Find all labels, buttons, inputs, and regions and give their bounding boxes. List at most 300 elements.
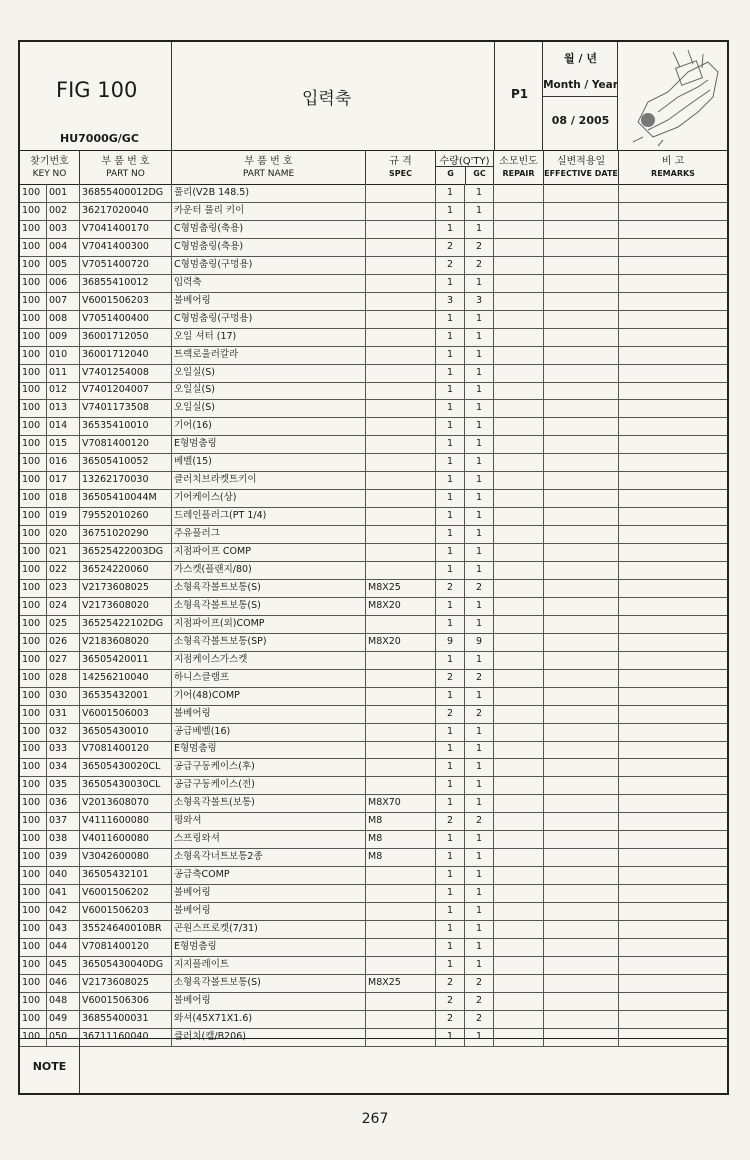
effective-date-cell xyxy=(544,184,619,202)
repair-cell xyxy=(494,830,544,848)
part-name-cell: 공급구동케이스(전) xyxy=(172,776,366,794)
effective-date-cell xyxy=(544,256,619,274)
repair-cell xyxy=(494,992,544,1010)
col-spec-ko: 규 격 xyxy=(389,156,412,167)
col-remarks-en: REMARKS xyxy=(651,169,695,178)
fig-cell: 100 xyxy=(20,399,47,417)
col-spec xyxy=(366,150,436,184)
fig-cell: 100 xyxy=(20,902,47,920)
repair-cell xyxy=(494,848,544,866)
qty-g-cell: 2 xyxy=(436,974,465,992)
qty-g-cell: 1 xyxy=(436,866,465,884)
col-key-no xyxy=(20,150,80,184)
qty-gc-cell: 1 xyxy=(465,956,494,974)
col-part-no-ko: 부 품 번 호 xyxy=(101,156,150,167)
key-no-cell: 041 xyxy=(47,884,80,902)
key-no-cell: 030 xyxy=(47,687,80,705)
remarks-cell xyxy=(619,705,727,723)
effective-date-cell xyxy=(544,274,619,292)
table-row xyxy=(20,812,727,831)
remarks-cell xyxy=(619,435,727,453)
table-row xyxy=(20,256,727,275)
part-no-cell: 36217020040 xyxy=(80,202,172,220)
repair-cell xyxy=(494,328,544,346)
qty-gc-cell: 1 xyxy=(465,202,494,220)
repair-cell xyxy=(494,543,544,561)
part-name-cell: 기어(16) xyxy=(172,417,366,435)
qty-gc-cell: 1 xyxy=(465,310,494,328)
effective-date-cell xyxy=(544,561,619,579)
part-name-cell: 기어(48)COMP xyxy=(172,687,366,705)
qty-gc-cell: 1 xyxy=(465,615,494,633)
qty-gc-cell: 1 xyxy=(465,184,494,202)
table-row xyxy=(20,381,727,400)
key-no-cell: 017 xyxy=(47,471,80,489)
part-name-cell: 소형육각볼트보통(S) xyxy=(172,974,366,992)
key-no-cell: 049 xyxy=(47,1010,80,1028)
date-label-en: Month / Year xyxy=(543,79,618,91)
col-part-no xyxy=(80,150,172,184)
table-row xyxy=(20,1010,727,1029)
key-no-cell: 028 xyxy=(47,669,80,687)
qty-g-cell: 1 xyxy=(436,758,465,776)
spec-cell xyxy=(366,615,436,633)
part-name-cell: 볼베어링 xyxy=(172,292,366,310)
remarks-cell xyxy=(619,471,727,489)
qty-gc-cell: 1 xyxy=(465,489,494,507)
part-name-cell: 소형육각너트보통2종 xyxy=(172,848,366,866)
part-no-cell: V6001506003 xyxy=(80,705,172,723)
qty-gc-cell: 1 xyxy=(465,866,494,884)
fig-cell: 100 xyxy=(20,202,47,220)
col-qty-ko: 수량(Q'TY) xyxy=(439,156,490,167)
spec-cell xyxy=(366,346,436,364)
page-cell xyxy=(495,42,543,150)
key-no-cell: 016 xyxy=(47,453,80,471)
spec-cell xyxy=(366,292,436,310)
effective-date-cell xyxy=(544,328,619,346)
table-row xyxy=(20,507,727,526)
repair-cell xyxy=(494,705,544,723)
page-title: 입력축 xyxy=(302,89,352,109)
qty-g-cell: 1 xyxy=(436,794,465,812)
fig-cell: 100 xyxy=(20,1028,47,1046)
table-row xyxy=(20,669,727,688)
part-name-cell: 볼베어링 xyxy=(172,902,366,920)
effective-date-cell xyxy=(544,399,619,417)
table-row xyxy=(20,758,727,777)
spec-cell xyxy=(366,758,436,776)
table-row xyxy=(20,597,727,616)
effective-date-cell xyxy=(544,417,619,435)
remarks-cell xyxy=(619,399,727,417)
spec-cell xyxy=(366,507,436,525)
title-cell xyxy=(172,42,495,150)
fig-cell: 100 xyxy=(20,292,47,310)
col-qty-g: G xyxy=(447,169,454,178)
part-name-cell: 소형육각볼트보통(SP) xyxy=(172,633,366,651)
part-name-cell: 오일 셔터 (17) xyxy=(172,328,366,346)
qty-g-cell: 9 xyxy=(436,633,465,651)
spec-cell xyxy=(366,992,436,1010)
qty-gc-cell: 1 xyxy=(465,417,494,435)
fig-cell: 100 xyxy=(20,866,47,884)
part-no-cell: 36751020290 xyxy=(80,525,172,543)
key-no-cell: 002 xyxy=(47,202,80,220)
page-code: P1 xyxy=(511,87,529,101)
part-no-cell: V2173608025 xyxy=(80,974,172,992)
remarks-cell xyxy=(619,633,727,651)
part-name-cell: C형멈춤링(구멍용) xyxy=(172,310,366,328)
repair-cell xyxy=(494,507,544,525)
remarks-cell xyxy=(619,292,727,310)
key-no-cell: 040 xyxy=(47,866,80,884)
effective-date-cell xyxy=(544,597,619,615)
table-row xyxy=(20,687,727,706)
qty-gc-cell: 1 xyxy=(465,364,494,382)
part-name-cell: 소형육각볼트(보통) xyxy=(172,794,366,812)
key-no-cell: 034 xyxy=(47,758,80,776)
spec-cell xyxy=(366,687,436,705)
fig-cell xyxy=(20,42,172,150)
effective-date-cell xyxy=(544,758,619,776)
effective-date-cell xyxy=(544,669,619,687)
fig-cell: 100 xyxy=(20,758,47,776)
remarks-cell xyxy=(619,669,727,687)
part-no-cell: V7401204007 xyxy=(80,381,172,399)
effective-date-cell xyxy=(544,902,619,920)
remarks-cell xyxy=(619,220,727,238)
key-no-cell: 039 xyxy=(47,848,80,866)
remarks-cell xyxy=(619,938,727,956)
table-row xyxy=(20,364,727,383)
fig-cell: 100 xyxy=(20,830,47,848)
spec-cell xyxy=(366,417,436,435)
part-name-cell: 드레인플러그(PT 1/4) xyxy=(172,507,366,525)
remarks-cell xyxy=(619,579,727,597)
repair-cell xyxy=(494,292,544,310)
remarks-cell xyxy=(619,956,727,974)
part-name-cell: E형멈춤링 xyxy=(172,435,366,453)
part-no-cell: V2013608070 xyxy=(80,794,172,812)
spec-cell xyxy=(366,740,436,758)
part-no-cell: 13262170030 xyxy=(80,471,172,489)
part-no-cell: 36524220060 xyxy=(80,561,172,579)
effective-date-cell xyxy=(544,866,619,884)
table-row xyxy=(20,974,727,993)
part-no-cell: 36505410052 xyxy=(80,453,172,471)
qty-gc-cell: 2 xyxy=(465,974,494,992)
remarks-cell xyxy=(619,202,727,220)
model-name: HU7000G/GC xyxy=(60,132,139,145)
table-row xyxy=(20,848,727,867)
qty-gc-cell: 2 xyxy=(465,992,494,1010)
qty-g-cell: 2 xyxy=(436,256,465,274)
remarks-cell xyxy=(619,364,727,382)
key-no-cell: 008 xyxy=(47,310,80,328)
remarks-cell xyxy=(619,543,727,561)
table-row xyxy=(20,615,727,634)
part-no-cell: V7401173508 xyxy=(80,399,172,417)
qty-g-cell: 1 xyxy=(436,597,465,615)
part-no-cell: 79552010260 xyxy=(80,507,172,525)
repair-cell xyxy=(494,615,544,633)
key-no-cell: 045 xyxy=(47,956,80,974)
table-row xyxy=(20,274,727,293)
repair-cell xyxy=(494,597,544,615)
qty-gc-cell: 1 xyxy=(465,651,494,669)
spec-cell xyxy=(366,435,436,453)
table-row xyxy=(20,920,727,939)
repair-cell xyxy=(494,938,544,956)
key-no-cell: 022 xyxy=(47,561,80,579)
repair-cell xyxy=(494,525,544,543)
part-no-cell: 36505430010 xyxy=(80,723,172,741)
spec-cell xyxy=(366,920,436,938)
part-name-cell: 지점케이스가스켓 xyxy=(172,651,366,669)
qty-g-cell: 1 xyxy=(436,346,465,364)
qty-gc-cell: 1 xyxy=(465,723,494,741)
part-name-cell: 기어케이스(상) xyxy=(172,489,366,507)
repair-cell xyxy=(494,435,544,453)
date-label-ko: 월 / 년 xyxy=(564,52,597,65)
table-row xyxy=(20,489,727,508)
qty-g-cell: 1 xyxy=(436,543,465,561)
qty-g-cell: 1 xyxy=(436,489,465,507)
key-no-cell: 036 xyxy=(47,794,80,812)
effective-date-cell xyxy=(544,776,619,794)
repair-cell xyxy=(494,561,544,579)
qty-gc-cell: 1 xyxy=(465,848,494,866)
spec-cell xyxy=(366,705,436,723)
col-part-name-en: PART NAME xyxy=(242,169,295,179)
part-name-cell: 곤원스프로켓(7/31) xyxy=(172,920,366,938)
part-name-cell: 하니스클램프 xyxy=(172,669,366,687)
fig-cell: 100 xyxy=(20,812,47,830)
fig-cell: 100 xyxy=(20,848,47,866)
part-name-cell: C형멈춤링(축용) xyxy=(172,238,366,256)
date-value: 08 / 2005 xyxy=(551,114,610,127)
key-no-cell: 009 xyxy=(47,328,80,346)
effective-date-cell xyxy=(544,848,619,866)
fig-cell: 100 xyxy=(20,920,47,938)
table-row xyxy=(20,723,727,742)
repair-cell xyxy=(494,669,544,687)
col-qty xyxy=(436,150,494,184)
remarks-cell xyxy=(619,597,727,615)
part-no-cell: V3042600080 xyxy=(80,848,172,866)
fig-cell: 100 xyxy=(20,669,47,687)
spec-cell: M8X70 xyxy=(366,794,436,812)
spec-cell: M8X20 xyxy=(366,633,436,651)
repair-cell xyxy=(494,274,544,292)
key-no-cell: 003 xyxy=(47,220,80,238)
repair-cell xyxy=(494,651,544,669)
spec-cell xyxy=(366,866,436,884)
repair-cell xyxy=(494,238,544,256)
fig-cell: 100 xyxy=(20,346,47,364)
effective-date-cell xyxy=(544,812,619,830)
effective-date-cell xyxy=(544,633,619,651)
spec-cell xyxy=(366,471,436,489)
spec-cell xyxy=(366,1010,436,1028)
qty-gc-cell: 1 xyxy=(465,346,494,364)
fig-cell: 100 xyxy=(20,1010,47,1028)
table-row xyxy=(20,471,727,490)
effective-date-cell xyxy=(544,920,619,938)
qty-gc-cell: 1 xyxy=(465,884,494,902)
qty-gc-cell: 1 xyxy=(465,776,494,794)
key-no-cell: 026 xyxy=(47,633,80,651)
key-no-cell: 004 xyxy=(47,238,80,256)
part-name-cell: 볼베어링 xyxy=(172,992,366,1010)
fig-cell: 100 xyxy=(20,974,47,992)
qty-gc-cell: 1 xyxy=(465,328,494,346)
qty-g-cell: 2 xyxy=(436,1010,465,1028)
part-no-cell: 36855400012DG xyxy=(80,184,172,202)
remarks-cell xyxy=(619,417,727,435)
spec-cell: M8 xyxy=(366,830,436,848)
qty-gc-cell: 9 xyxy=(465,633,494,651)
table-row xyxy=(20,938,727,957)
part-no-cell: 36505420011 xyxy=(80,651,172,669)
part-no-cell: 36535432001 xyxy=(80,687,172,705)
qty-g-cell: 2 xyxy=(436,669,465,687)
spec-cell xyxy=(366,776,436,794)
effective-date-cell xyxy=(544,705,619,723)
effective-date-cell xyxy=(544,740,619,758)
spec-cell: M8X25 xyxy=(366,579,436,597)
spec-cell xyxy=(366,956,436,974)
qty-g-cell: 1 xyxy=(436,902,465,920)
table-row xyxy=(20,902,727,921)
table-row xyxy=(20,202,727,221)
part-no-cell: 36855400031 xyxy=(80,1010,172,1028)
part-name-cell: 주유플러그 xyxy=(172,525,366,543)
effective-date-cell xyxy=(544,310,619,328)
qty-gc-cell: 2 xyxy=(465,705,494,723)
part-name-cell: E형멈춤링 xyxy=(172,740,366,758)
part-no-cell: V6001506202 xyxy=(80,884,172,902)
repair-cell xyxy=(494,1010,544,1028)
qty-gc-cell: 2 xyxy=(465,579,494,597)
remarks-cell xyxy=(619,256,727,274)
remarks-cell xyxy=(619,992,727,1010)
col-eff-en: EFFECTIVE DATE xyxy=(544,169,618,178)
part-name-cell: 베벨(15) xyxy=(172,453,366,471)
repair-cell xyxy=(494,220,544,238)
remarks-cell xyxy=(619,489,727,507)
part-no-cell: 36505430020CL xyxy=(80,758,172,776)
repair-cell xyxy=(494,633,544,651)
key-no-cell: 027 xyxy=(47,651,80,669)
repair-cell xyxy=(494,776,544,794)
repair-cell xyxy=(494,453,544,471)
part-no-cell: V7081400120 xyxy=(80,435,172,453)
qty-gc-cell: 1 xyxy=(465,938,494,956)
remarks-cell xyxy=(619,723,727,741)
col-part-name xyxy=(172,150,366,184)
part-name-cell: 공급구동케이스(후) xyxy=(172,758,366,776)
fig-cell: 100 xyxy=(20,956,47,974)
col-key-no-ko: 찾기번호 xyxy=(30,156,69,167)
qty-gc-cell: 1 xyxy=(465,471,494,489)
effective-date-cell xyxy=(544,543,619,561)
fig-cell: 100 xyxy=(20,184,47,202)
part-no-cell: 36001712050 xyxy=(80,328,172,346)
part-name-cell: 지점파이프(외)COMP xyxy=(172,615,366,633)
table-row xyxy=(20,830,727,849)
col-spec-en: SPEC xyxy=(389,169,412,178)
fig-cell: 100 xyxy=(20,453,47,471)
note-area xyxy=(20,1038,727,1094)
part-name-cell: 공급베벨(16) xyxy=(172,723,366,741)
qty-gc-cell: 1 xyxy=(465,399,494,417)
remarks-cell xyxy=(619,328,727,346)
qty-g-cell: 1 xyxy=(436,830,465,848)
fig-cell: 100 xyxy=(20,884,47,902)
part-no-cell: 36525422102DG xyxy=(80,615,172,633)
part-no-cell: 36001712040 xyxy=(80,346,172,364)
repair-cell xyxy=(494,723,544,741)
part-name-cell: 카운터 풀리 키이 xyxy=(172,202,366,220)
fig-cell: 100 xyxy=(20,740,47,758)
table-row xyxy=(20,866,727,885)
key-no-cell: 033 xyxy=(47,740,80,758)
qty-g-cell: 1 xyxy=(436,364,465,382)
remarks-cell xyxy=(619,525,727,543)
qty-gc-cell: 1 xyxy=(465,381,494,399)
qty-gc-cell: 1 xyxy=(465,920,494,938)
part-name-cell: C형멈춤링(구멍용) xyxy=(172,256,366,274)
spec-cell xyxy=(366,525,436,543)
part-no-cell: V6001506203 xyxy=(80,292,172,310)
remarks-cell xyxy=(619,1010,727,1028)
fig-cell: 100 xyxy=(20,651,47,669)
qty-g-cell: 1 xyxy=(436,381,465,399)
effective-date-cell xyxy=(544,651,619,669)
key-no-cell: 014 xyxy=(47,417,80,435)
date-divider xyxy=(543,96,618,97)
part-name-cell: 와셔(45X71X1.6) xyxy=(172,1010,366,1028)
remarks-cell xyxy=(619,848,727,866)
part-name-cell: 공급축COMP xyxy=(172,866,366,884)
key-no-cell: 025 xyxy=(47,615,80,633)
part-name-cell: 스프링와셔 xyxy=(172,830,366,848)
part-name-cell: C형멈춤링(축용) xyxy=(172,220,366,238)
fig-cell: 100 xyxy=(20,776,47,794)
effective-date-cell xyxy=(544,956,619,974)
col-qty-gc: GC xyxy=(473,169,486,178)
qty-g-cell: 1 xyxy=(436,687,465,705)
col-effective-date xyxy=(544,150,619,184)
col-part-name-ko: 부 품 번 호 xyxy=(244,156,293,167)
qty-g-cell: 1 xyxy=(436,1028,465,1046)
table-row xyxy=(20,740,727,759)
effective-date-cell xyxy=(544,238,619,256)
effective-date-cell xyxy=(544,453,619,471)
table-row xyxy=(20,579,727,598)
fig-cell: 100 xyxy=(20,256,47,274)
remarks-cell xyxy=(619,884,727,902)
qty-g-cell: 1 xyxy=(436,399,465,417)
table-row xyxy=(20,328,727,347)
qty-gc-cell: 1 xyxy=(465,758,494,776)
part-no-cell: V7401254008 xyxy=(80,364,172,382)
effective-date-cell xyxy=(544,220,619,238)
fig-cell: 100 xyxy=(20,938,47,956)
repair-cell xyxy=(494,974,544,992)
